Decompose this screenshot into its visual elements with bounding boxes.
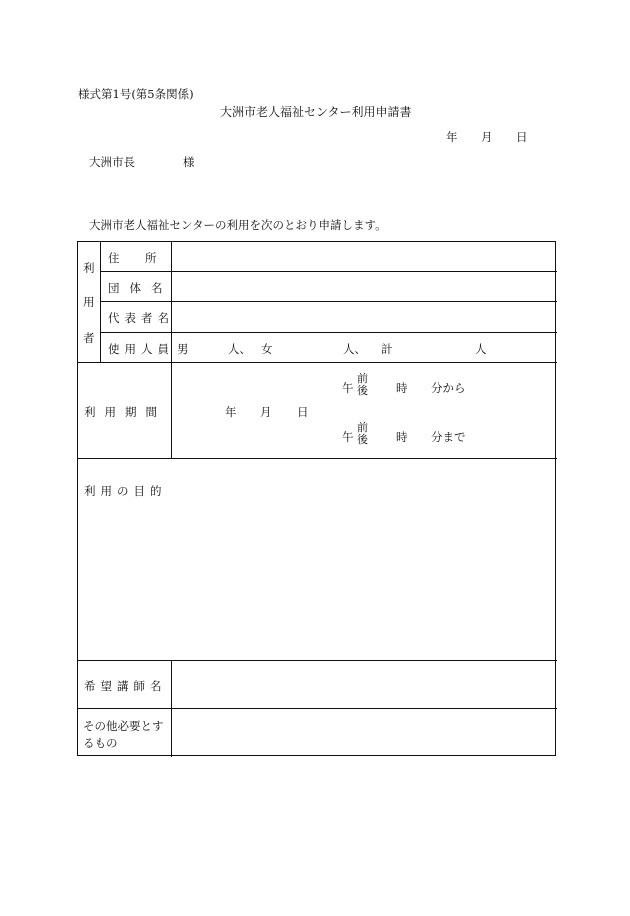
address-field[interactable] — [173, 243, 555, 270]
addressee: 大洲市長 — [89, 155, 135, 169]
other-label-line1: その他必要とす — [83, 719, 164, 733]
address-label: 住 所 — [108, 251, 164, 265]
purpose-label: 利用の目的 — [84, 484, 167, 498]
period-year: 年 — [225, 405, 237, 419]
end-am: 前 — [357, 421, 368, 434]
group-name-label: 団体名 — [108, 281, 173, 295]
applicant-group-label-1: 利 — [83, 261, 95, 275]
addressee-suffix: 様 — [183, 155, 195, 169]
start-hour: 時 — [396, 381, 408, 395]
start-ampm — [357, 373, 368, 397]
application-form-table — [77, 241, 556, 756]
end-go: 午 — [342, 430, 354, 444]
other-field[interactable] — [173, 710, 555, 755]
attendees-total-unit: 人 — [475, 342, 487, 356]
attendees-female-unit: 人、 — [343, 342, 366, 356]
date-month: 月 — [481, 130, 493, 144]
start-minute: 分から — [431, 381, 466, 395]
intro-text: 大洲市老人福祉センターの利用を次のとおり申請します。 — [89, 218, 387, 232]
start-am: 前 — [357, 372, 368, 385]
attendees-female-label: 女 — [261, 342, 273, 356]
period-label: 利用期間 — [84, 405, 166, 419]
representative-label: 代表者名 — [108, 311, 174, 325]
date-day: 日 — [516, 130, 528, 144]
attendees-total-label: 計 — [381, 342, 393, 356]
end-hour: 時 — [396, 430, 408, 444]
instructor-label: 希望講師名 — [84, 679, 167, 693]
period-day: 日 — [297, 405, 309, 419]
purpose-field[interactable] — [80, 502, 555, 657]
end-ampm — [357, 422, 368, 446]
start-go: 午 — [342, 381, 354, 395]
attendees-male-unit: 人、 — [228, 342, 251, 356]
start-pm: 後 — [357, 384, 368, 397]
document-title: 大洲市老人福祉センター利用申請書 — [220, 105, 412, 119]
period-month: 月 — [260, 405, 272, 419]
group-name-field[interactable] — [173, 273, 555, 300]
instructor-field[interactable] — [173, 662, 555, 707]
date-year: 年 — [446, 130, 458, 144]
attendees-label: 使用人員 — [108, 342, 174, 356]
end-pm: 後 — [357, 433, 368, 446]
representative-field[interactable] — [173, 303, 555, 331]
applicant-group-label-3: 者 — [83, 331, 95, 345]
attendees-male-label: 男 — [177, 342, 189, 356]
end-minute: 分まで — [431, 430, 466, 444]
applicant-group-label-2: 用 — [83, 295, 95, 309]
form-number: 様式第1号(第5条関係) — [78, 87, 194, 101]
other-label-line2: るもの — [83, 736, 118, 750]
